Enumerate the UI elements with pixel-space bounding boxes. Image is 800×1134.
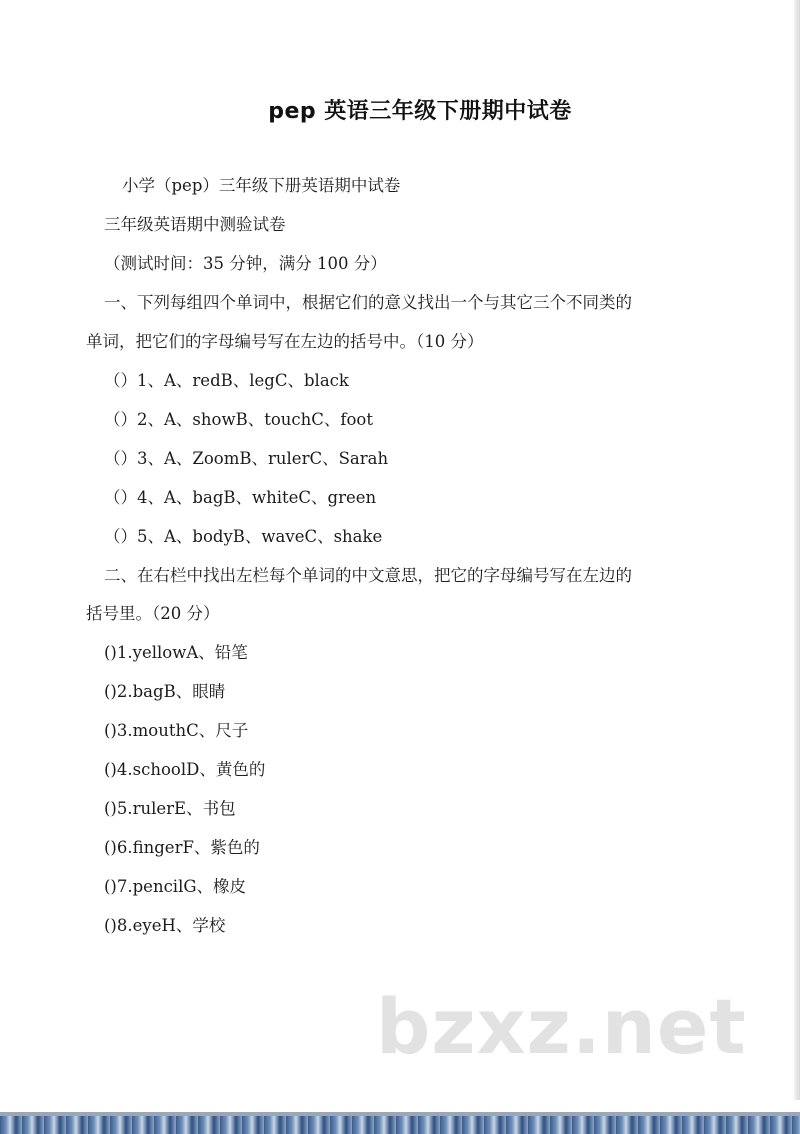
section2-question: ()6.fingerF、紫色的 xyxy=(104,838,260,857)
exam-name-line: 三年级英语期中测验试卷 xyxy=(104,215,286,234)
section1-question: （）5、A、bodyB、waveC、shake xyxy=(104,527,383,546)
section2-question: ()4.schoolD、黄色的 xyxy=(104,760,266,779)
subtitle-line: 小学（pep）三年级下册英语期中试卷 xyxy=(122,176,401,195)
section2-question: ()8.eyeH、学校 xyxy=(104,916,226,935)
section1-question: （）3、A、ZoomB、rulerC、Sarah xyxy=(104,449,389,468)
section2-heading-line2: 括号里。（20 分） xyxy=(86,604,220,623)
section1-heading-line1: 一、下列每组四个单词中，根据它们的意义找出一个与其它三个不同类的 xyxy=(104,293,632,312)
section1-heading-line2: 单词，把它们的字母编号写在左边的括号中。（10 分） xyxy=(86,332,484,351)
section2-question: ()1.yellowA、铅笔 xyxy=(104,643,248,662)
section2-question: ()5.rulerE、书包 xyxy=(104,799,236,818)
page-title: pep 英语三年级下册期中试卷 xyxy=(268,99,572,124)
page-edge-shadow xyxy=(794,0,800,1100)
section1-question: （）4、A、bagB、whiteC、green xyxy=(104,488,377,507)
watermark: bzxz.net xyxy=(376,982,747,1071)
section1-question: （）1、A、redB、legC、black xyxy=(104,371,349,390)
exam-time-line: （测试时间：35 分钟，满分 100 分） xyxy=(104,254,387,273)
section2-question: ()3.mouthC、尺子 xyxy=(104,721,249,740)
section2-question: ()2.bagB、眼睛 xyxy=(104,682,226,701)
bottom-decorative-border xyxy=(0,1116,800,1134)
section2-heading-line1: 二、在右栏中找出左栏每个单词的中文意思，把它的字母编号写在左边的 xyxy=(104,566,632,585)
section2-question: ()7.pencilG、橡皮 xyxy=(104,877,247,896)
section1-question: （）2、A、showB、touchC、foot xyxy=(104,410,373,429)
